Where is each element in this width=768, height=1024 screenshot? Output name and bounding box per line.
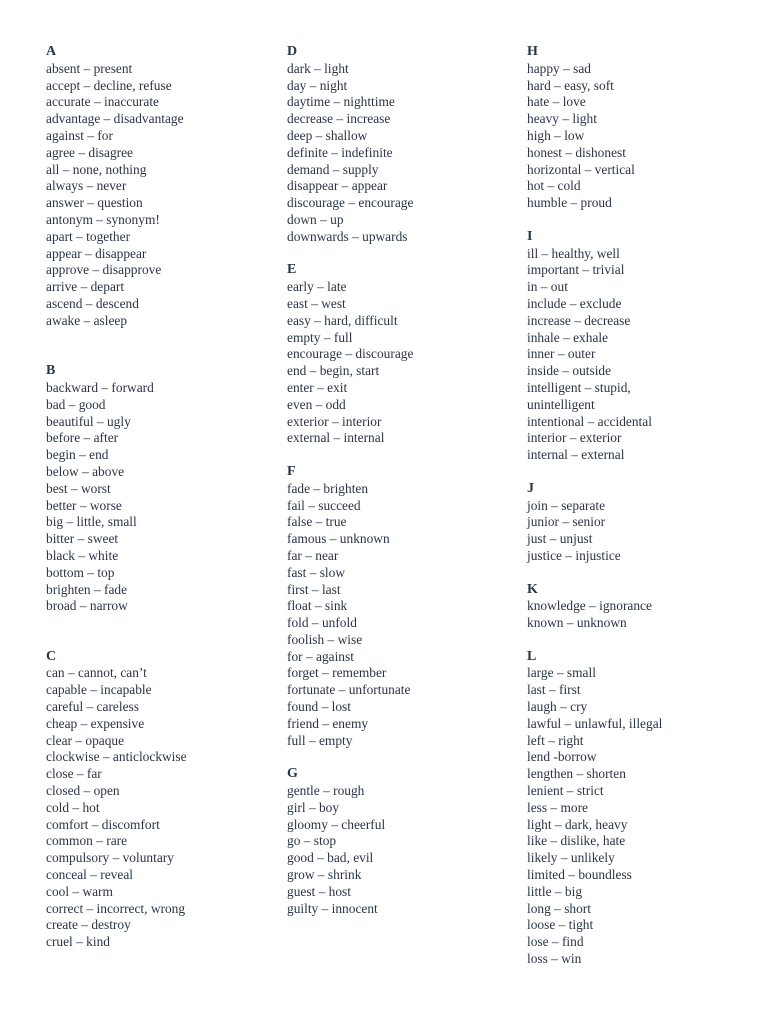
antonym-entry: join – separate [527,497,606,513]
antonym-entry: agree – disagree [46,144,133,160]
antonym-entry: hate – love [527,94,586,110]
antonym-entry: clockwise – anticlockwise [46,749,187,765]
antonym-entry: first – last [287,581,341,597]
antonym-entry: can – cannot, can’t [46,665,147,681]
antonym-entry: honest – dishonest [527,144,626,160]
section-heading: B [46,363,56,379]
antonym-entry: bitter – sweet [46,531,119,547]
antonym-entry: known – unknown [527,615,627,631]
section-e [287,262,517,447]
antonym-entry: careful – careless [46,699,139,715]
antonym-entry: important – trivial [527,262,625,278]
antonym-entry: absent – present [46,60,133,76]
antonym-entry: beautiful – ugly [46,413,131,429]
antonym-entry: heavy – light [527,111,597,127]
antonym-entry: arrive – depart [46,279,125,295]
section-b [46,363,276,615]
section-heading: L [527,648,537,664]
antonym-entry: external – internal [287,430,385,446]
antonym-entry: begin – end [46,447,109,463]
antonym-entry: long – short [527,900,591,916]
antonym-entry: lose – find [527,934,584,950]
antonym-entry: capable – incapable [46,682,152,698]
antonym-entry: apart – together [46,228,131,244]
antonym-entry: famous – unknown [287,531,390,547]
section-a [46,44,276,330]
antonym-entry: appear – disappear [46,245,147,261]
antonym-entry: definite – indefinite [287,144,393,160]
antonym-entry: encourage – discourage [287,346,414,362]
antonym-entry: justice – injustice [527,547,621,563]
antonym-entry: even – odd [287,396,346,412]
antonym-entry: cheap – expensive [46,715,145,731]
antonym-entry: false – true [287,514,347,530]
antonym-entry: best – worst [46,480,111,496]
antonym-entry: black – white [46,547,119,563]
antonym-entry: brighten – fade [46,581,128,597]
antonym-entry: include – exclude [527,295,622,311]
antonym-entry: discourage – encourage [287,195,414,211]
antonym-entry: knowledge – ignorance [527,598,652,614]
section-heading: C [46,648,57,664]
antonym-entry: lengthen – shorten [527,766,626,782]
antonym-entry: lawful – unlawful, illegal [527,715,663,731]
antonym-entry: ascend – descend [46,295,139,311]
antonym-entry: gloomy – cheerful [287,816,386,832]
section-f [287,464,517,750]
section-heading: E [287,262,297,278]
antonym-entry: likely – unlikely [527,850,615,866]
antonym-entry: in – out [527,279,568,295]
antonym-entry: foolish – wise [287,631,363,647]
antonym-entry: internal – external [527,447,625,463]
column-3 [527,44,762,968]
antonym-entry: loss – win [527,951,582,967]
section-heading: J [527,480,534,496]
antonym-entry: grow – shrink [287,867,362,883]
antonym-entry: advantage – disadvantage [46,111,184,127]
section-d [287,44,517,246]
section-g [287,766,517,917]
antonym-entry: big – little, small [46,514,137,530]
antonym-entry: found – lost [287,699,351,715]
antonym-entry: hot – cold [527,178,581,194]
antonym-entry: good – bad, evil [287,850,374,866]
antonym-entry: bottom – top [46,564,115,580]
antonym-entry: last – first [527,682,581,698]
antonym-entry: correct – incorrect, wrong [46,900,186,916]
antonym-entry: gentle – rough [287,783,365,799]
antonym-entry: before – after [46,430,119,446]
antonym-entry: guest – host [287,883,351,899]
section-heading: G [287,766,298,782]
antonym-entry: early – late [287,279,347,295]
antonym-entry: fold – unfold [287,615,357,631]
antonym-entry: accept – decline, refuse [46,77,172,93]
antonym-entry: conceal – reveal [46,867,133,883]
antonym-entry: down – up [287,211,344,227]
antonym-entry: humble – proud [527,195,612,211]
section-heading: I [527,228,533,244]
antonym-entry: dark – light [287,60,349,76]
antonym-entry: broad – narrow [46,598,128,614]
antonym-entry: close – far [46,766,102,782]
antonym-entry: fade – brighten [287,480,369,496]
section-j [527,481,762,565]
antonym-entry: like – dislike, hate [527,833,626,849]
antonym-entry: daytime – nighttime [287,94,395,110]
antonym-entry: forget – remember [287,665,387,681]
section-heading: D [287,44,298,59]
antonym-entry: end – begin, start [287,363,380,379]
antonym-entry: enter – exit [287,379,348,395]
antonym-entry: east – west [287,295,346,311]
antonym-entry: increase – decrease [527,312,631,328]
antonym-entry: easy – hard, difficult [287,312,398,328]
antonym-entry: fortunate – unfortunate [287,682,411,698]
antonym-entry: fail – succeed [287,497,361,513]
antonym-entry: cruel – kind [46,934,110,950]
antonym-entry: go – stop [287,833,337,849]
antonym-entry: little – big [527,883,583,899]
antonym-entry: deep – shallow [287,127,368,143]
antonym-entry: happy – sad [527,60,591,76]
antonym-entry: left – right [527,732,584,748]
section-h [527,44,762,212]
antonym-entry: bad – good [46,396,106,412]
antonym-entry: against – for [46,127,113,143]
antonym-entry: inhale – exhale [527,329,609,345]
antonym-entry: inner – outer [527,346,596,362]
antonym-entry: intelligent – stupid, unintelligent [527,379,631,412]
section-heading: F [287,463,296,479]
antonym-entry: intentional – accidental [527,413,652,429]
antonym-entry: lenient – strict [527,783,604,799]
antonym-entry: interior – exterior [527,430,622,446]
column-2 [287,44,517,917]
antonym-entry: downwards – upwards [287,228,408,244]
antonym-entry: clear – opaque [46,732,125,748]
antonym-entry: disappear – appear [287,178,388,194]
antonym-entry: limited – boundless [527,867,632,883]
antonym-entry: fast – slow [287,564,346,580]
section-heading: K [527,581,538,597]
antonym-entry: ill – healthy, well [527,245,620,261]
antonym-entry: create – destroy [46,917,131,933]
antonym-entry: friend – enemy [287,715,369,731]
antonym-entry: light – dark, heavy [527,816,628,832]
antonym-entry: inside – outside [527,363,612,379]
section-heading: A [46,44,57,59]
antonym-entry: compulsory – voluntary [46,850,174,866]
antonym-entry: loose – tight [527,917,594,933]
antonym-entry: demand – supply [287,161,379,177]
antonym-entry: less – more [527,799,588,815]
antonym-entry: cold – hot [46,799,100,815]
antonym-entry: hard – easy, soft [527,77,614,93]
antonym-entry: common – rare [46,833,128,849]
antonym-entry: laugh – cry [527,699,588,715]
section-k [527,582,762,632]
antonym-entry: comfort – discomfort [46,816,160,832]
antonym-entry: approve – disapprove [46,262,162,278]
antonym-entry: answer – question [46,195,143,211]
antonym-entry: closed – open [46,783,120,799]
antonym-entry: just – unjust [527,531,593,547]
antonym-entry: far – near [287,547,339,563]
antonym-entry: high – low [527,127,585,143]
antonym-entry: decrease – increase [287,111,391,127]
antonym-entry: guilty – innocent [287,900,378,916]
antonym-entry: day – night [287,77,348,93]
antonym-entry: all – none, nothing [46,161,147,177]
column-1 [46,44,276,951]
section-i [527,229,762,464]
antonym-entry: accurate – inaccurate [46,94,159,110]
antonym-entry: junior – senior [527,514,606,530]
antonym-entry: antonym – synonym! [46,211,160,227]
antonym-entry: better – worse [46,497,122,513]
antonym-entry: for – against [287,648,354,664]
antonym-entry: girl – boy [287,799,340,815]
section-c [46,649,276,951]
section-heading: H [527,44,538,59]
antonym-entry: below – above [46,463,125,479]
antonym-entry: awake – asleep [46,312,128,328]
antonym-entry: horizontal – vertical [527,161,635,177]
antonym-entry: empty – full [287,329,353,345]
antonym-entry: backward – forward [46,379,154,395]
antonym-entry: float – sink [287,598,348,614]
antonym-entry: lend -borrow [527,749,597,765]
antonym-entry: cool – warm [46,883,113,899]
section-l [527,649,762,968]
antonym-entry: full – empty [287,732,353,748]
antonym-entry: exterior – interior [287,413,382,429]
antonym-entry: large – small [527,665,596,681]
antonym-entry: always – never [46,178,127,194]
